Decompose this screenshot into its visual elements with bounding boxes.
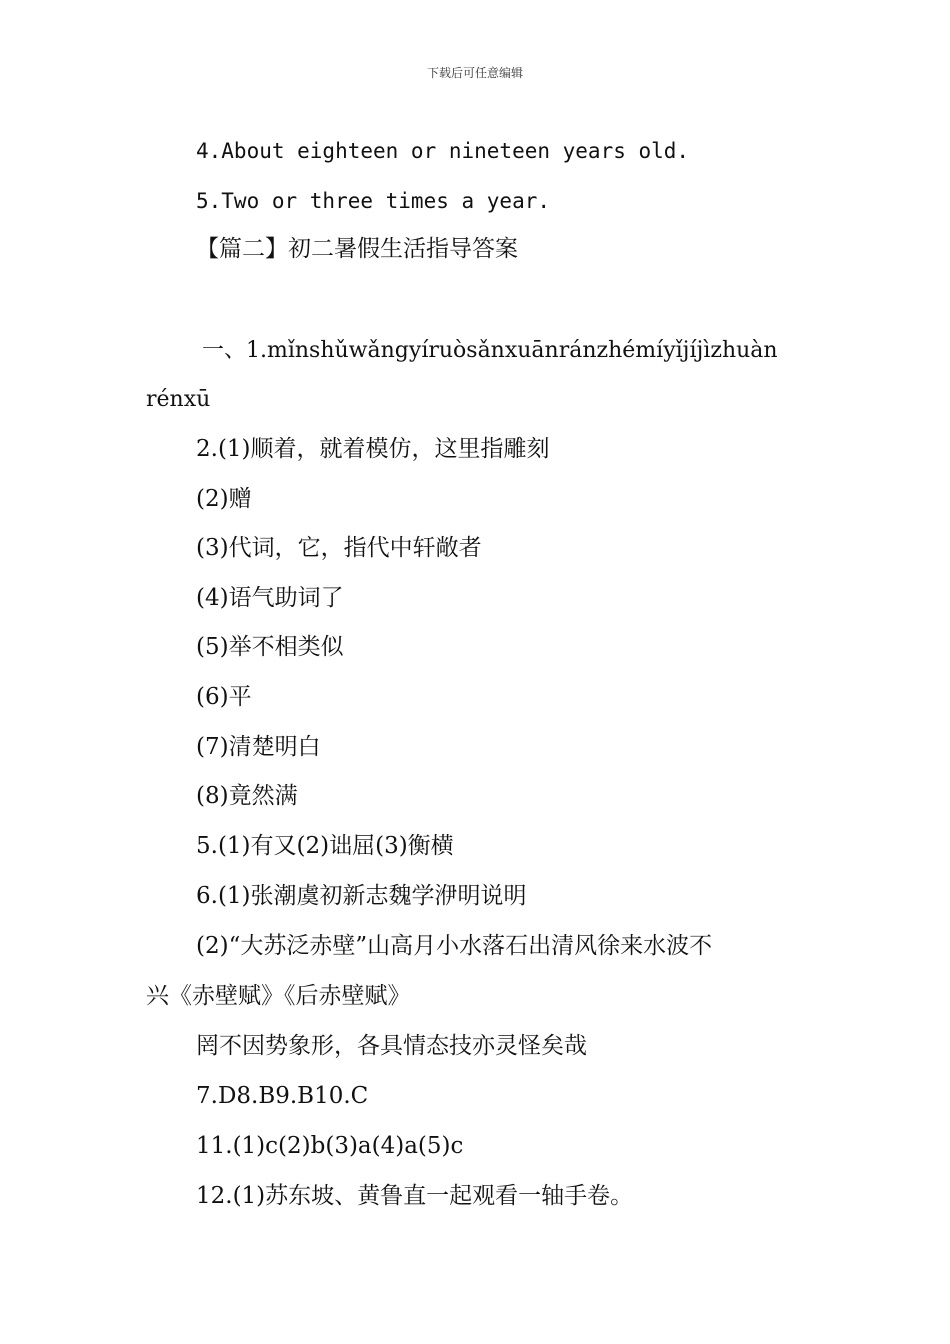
pinyin-line-1: 一、1.mǐnshǔwǎngyíruòsǎnxuānránzhémíyǐjíjìzhuàn bbox=[202, 338, 778, 363]
answer-6-2-line-2: 兴《赤壁赋》《后赤壁赋》 bbox=[146, 983, 411, 1009]
answer-7-10: 7.D8.B9.B10.C bbox=[196, 1083, 369, 1109]
answer-6-2-line-1: (2)“大苏泛赤壁”山高月小水落石出清风徐来水波不 bbox=[196, 933, 713, 959]
section-heading: 【篇二】初二暑假生活指导答案 bbox=[196, 236, 518, 262]
answer-2-5: (5)举不相类似 bbox=[196, 634, 344, 660]
answer-11: 11.(1)c(2)b(3)a(4)a(5)c bbox=[196, 1133, 464, 1159]
answer-6-1: 6.(1)张潮虞初新志魏学洢明说明 bbox=[196, 883, 527, 909]
answer-6-3: 罔不因势象形，各具情态技亦灵怪矣哉 bbox=[196, 1033, 587, 1059]
pinyin-line-2: rénxū bbox=[146, 387, 211, 412]
answer-line-5: 5.Two or three times a year. bbox=[196, 189, 551, 213]
answer-2-4: (4)语气助词了 bbox=[196, 585, 344, 611]
page-header: 下载后可任意编辑 bbox=[426, 66, 523, 80]
answer-line-4: 4.About eighteen or nineteen years old. bbox=[196, 139, 690, 163]
answer-2-2: (2)赠 bbox=[196, 486, 252, 512]
answer-12-1: 12.(1)苏东坡、黄鲁直一起观看一轴手卷。 bbox=[196, 1183, 634, 1209]
answer-2-6: (6)平 bbox=[196, 684, 252, 710]
answer-5: 5.(1)有又(2)诎屈(3)衡横 bbox=[196, 833, 454, 859]
answer-2-3: (3)代词，它，指代中轩敞者 bbox=[196, 535, 482, 561]
answer-2-1: 2.(1)顺着，就着模仿，这里指雕刻 bbox=[196, 436, 550, 462]
answer-2-8: (8)竟然满 bbox=[196, 783, 298, 809]
answer-2-7: (7)清楚明白 bbox=[196, 734, 321, 760]
